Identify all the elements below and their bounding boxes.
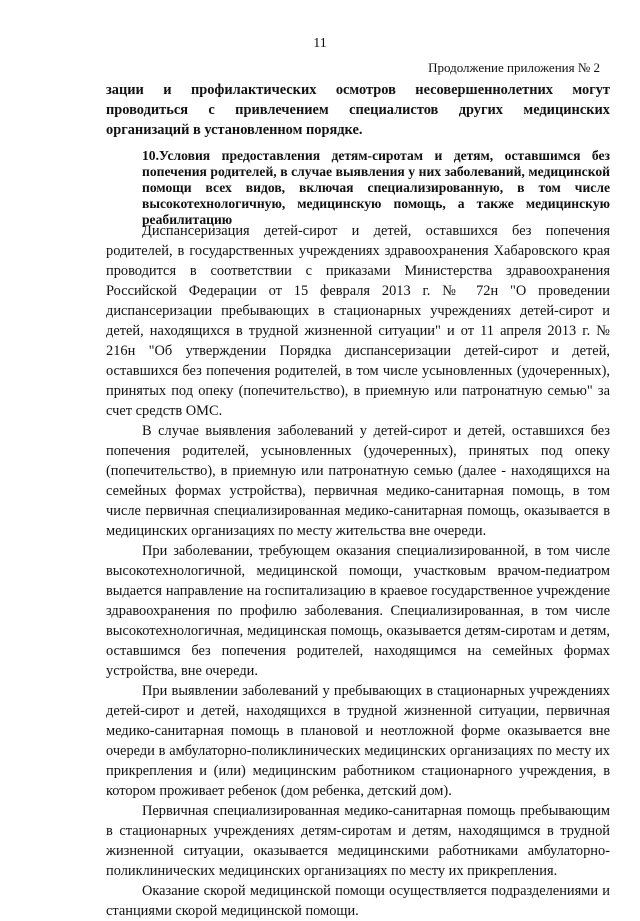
paragraph: Первичная специализированная медико-санитарная помощь пребывающим в стационарных учреждениях детям-сиротам и детям, находящимся в трудной жизненной ситуации, оказывается медицинскими работниками амбулаторно-поликлинических медицинских организациях по месту их прикрепления. bbox=[106, 803, 610, 879]
page-number: 11 bbox=[313, 36, 327, 51]
paragraph: При выявлении заболеваний у пребывающих в стационарных учреждениях детей-сирот и детей, находящихся в трудной жизненной ситуации, первичная медико-санитарная помощь в плановой и неотложной форме оказывается вне очереди в амбулаторно-поликлинических медицинских организациях по месту их прикрепления и (или) медицинским работником стационарного учреждения, в котором проживает ребенок (дом ребенка, детский дом). bbox=[106, 683, 610, 799]
paragraph: В случае выявления заболеваний у детей-сирот и детей, оставшихся без попечения родителей, усыновленных (удочеренных), принятых под опеку (попечительство), в приемную или патронатную семью (далее - находящихся на семейных формах устройства), первичная медико-санитарная помощь, в том числе первичная специализированная медико-санитарная помощь, оказывается в медицинских организациях по месту жительства вне очереди. bbox=[106, 423, 610, 539]
appendix-continuation-note: Продолжение приложения № 2 bbox=[428, 60, 600, 75]
paragraph: Оказание скорой медицинской помощи осуществляется подразделениями и станциями скорой медицинской помощи. bbox=[106, 883, 610, 919]
section-number: 10. bbox=[142, 148, 159, 163]
intro-paragraph-block bbox=[106, 80, 610, 140]
intro-paragraph: зации и профилактических осмотров несовершеннолетних могут проводиться с привлечением специалистов других медицинских организаций в установленном порядке. bbox=[106, 82, 610, 138]
section-heading bbox=[142, 148, 610, 228]
section-title: Условия предоставления детям-сиротам и детям, оставшимся без попечения родителей, в случае выявления у них заболеваний, медицинской помощи всех видов, включая специализированную, в том числе высокотехнологичную, медицинскую помощь, а также медицинскую реабилитацию bbox=[142, 148, 610, 227]
main-text bbox=[106, 221, 610, 921]
paragraph: При заболевании, требующем оказания специализированной, в том числе высокотехнологичной, медицинской помощи, участковым врачом-педиатром выдается направление на госпитализацию в краевое государственное учреждение здравоохранения по профилю заболевания. Специализированная, в том числе высокотехнологичная, медицинская помощь, оказывается детям-сиротам и детям, оставшимся без попечения родителей, находящимся на семейных формах устройства, вне очереди. bbox=[106, 543, 610, 679]
paragraph: Диспансеризация детей-сирот и детей, оставшихся без попечения родителей, в государственных учреждениях здравоохранения Хабаровского края проводится в соответствии с приказами Министерства здравоохранения Российской Федерации от 15 февраля 2013 г. № 72н "О проведении диспансеризации пребывающих в стационарных учреждениях детей-сирот и детей, находящихся в трудной жизненной ситуации" и от 11 апреля 2013 г. № 216н "Об утверждении Порядка диспансеризации детей-сирот и детей, оставшихся без попечения родителей, в том числе усыновленных (удочеренных), принятых под опеку (попечительство), в приемную или патронатную семью" за счет средств ОМС. bbox=[106, 223, 610, 419]
